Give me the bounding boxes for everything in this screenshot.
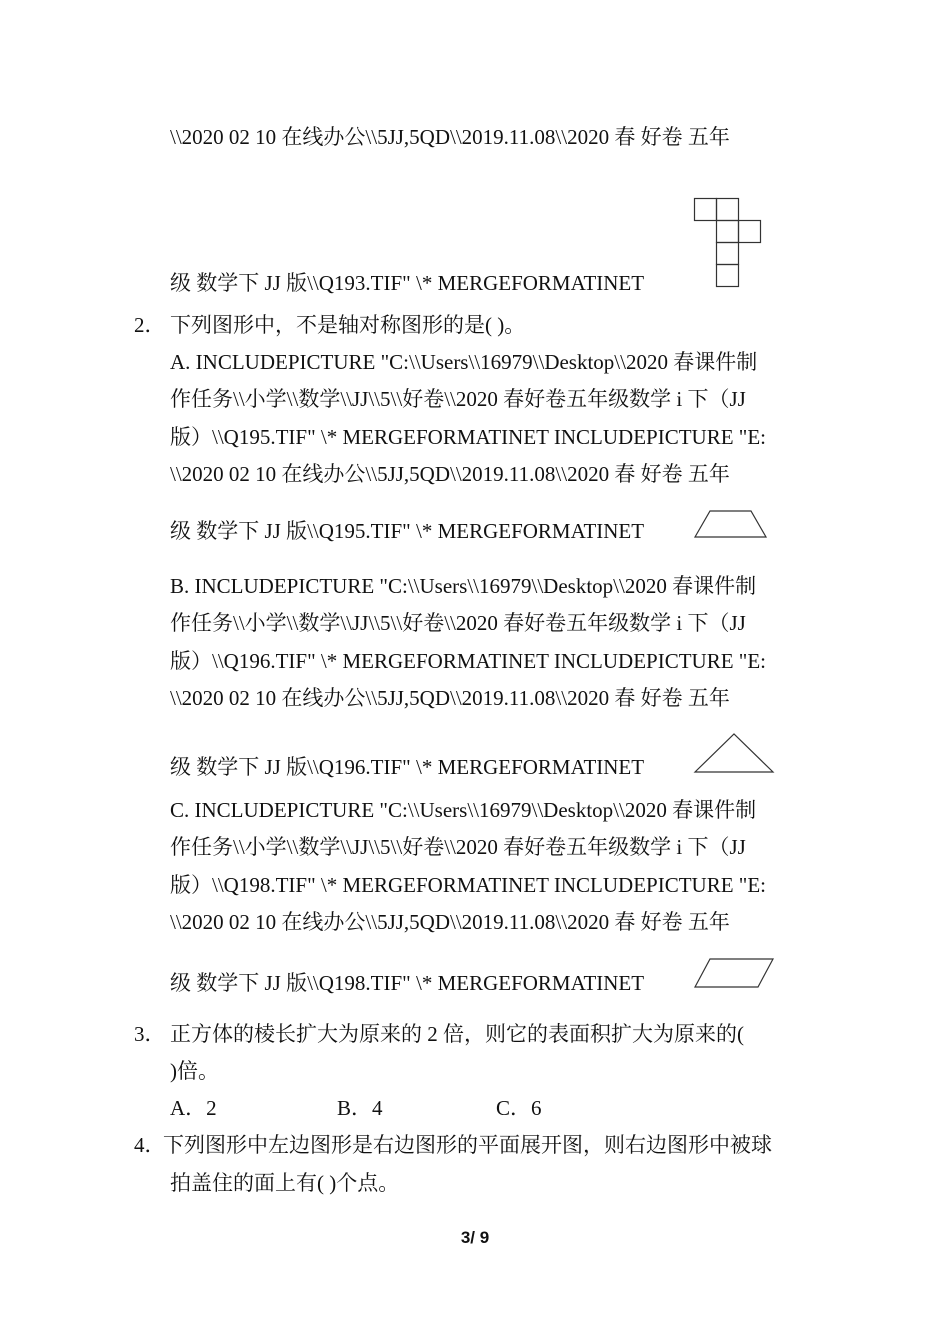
q2-option-a-line-1: A. INCLUDEPICTURE "C:\\Users\\16979\\Desktop\\2020 春课件制: [170, 350, 758, 374]
intro-line-1: \\2020 02 10 在线办公\\5JJ,5QD\\2019.11.08\\2020 春 好卷 五年: [170, 125, 730, 149]
parallelogram-figure: [693, 956, 775, 990]
q3-option-b: B．4: [337, 1096, 383, 1120]
q2-option-a-line-3: 版）\\Q195.TIF" \* MERGEFORMATINET INCLUDEPICTURE "E:: [170, 425, 767, 449]
trapezoid-figure: [693, 508, 769, 540]
q2-option-b-line-5: 级 数学下 JJ 版\\Q196.TIF" \* MERGEFORMATINET: [170, 755, 645, 779]
q4-stem-line-2: 拍盖住的面上有( )个点。: [170, 1171, 400, 1195]
page-number: 3/ 9: [460, 1228, 490, 1247]
q4-stem-line-1: 下列图形中左边图形是右边图形的平面展开图，则右边图形中被球: [163, 1133, 772, 1157]
q2-option-b-line-1: B. INCLUDEPICTURE "C:\\Users\\16979\\Desktop\\2020 春课件制: [170, 574, 757, 598]
cube-net-figure: [693, 197, 765, 292]
q2-option-c-line-3: 版）\\Q198.TIF" \* MERGEFORMATINET INCLUDEPICTURE "E:: [170, 873, 767, 897]
q2-option-c-line-5: 级 数学下 JJ 版\\Q198.TIF" \* MERGEFORMATINET: [170, 971, 645, 995]
q2-option-a-line-2: 作任务\\小学\\数学\\JJ\\5\\好卷\\2020 春好卷五年级数学 i 下（JJ: [170, 387, 746, 411]
q2-number: 2．: [134, 313, 166, 337]
q2-option-b-line-4: \\2020 02 10 在线办公\\5JJ,5QD\\2019.11.08\\2020 春 好卷 五年: [170, 686, 730, 710]
q3-option-c: C．6: [496, 1096, 542, 1120]
q2-option-b-line-2: 作任务\\小学\\数学\\JJ\\5\\好卷\\2020 春好卷五年级数学 i 下（JJ: [170, 611, 746, 635]
q3-option-a: A．2: [170, 1096, 217, 1120]
q4-number: 4．: [134, 1133, 166, 1157]
q3-number: 3．: [134, 1022, 166, 1046]
q3-stem-line-2: )倍。: [170, 1059, 219, 1083]
q2-option-b-line-3: 版）\\Q196.TIF" \* MERGEFORMATINET INCLUDEPICTURE "E:: [170, 649, 767, 673]
q3-stem-line-1: 正方体的棱长扩大为原来的 2 倍，则它的表面积扩大为原来的(: [170, 1022, 744, 1046]
q2-option-c-line-2: 作任务\\小学\\数学\\JJ\\5\\好卷\\2020 春好卷五年级数学 i 下（JJ: [170, 835, 746, 859]
intro-line-2: 级 数学下 JJ 版\\Q193.TIF" \* MERGEFORMATINET: [170, 271, 645, 295]
q2-option-a-line-4: \\2020 02 10 在线办公\\5JJ,5QD\\2019.11.08\\2020 春 好卷 五年: [170, 462, 730, 486]
q2-option-a-line-5: 级 数学下 JJ 版\\Q195.TIF" \* MERGEFORMATINET: [170, 519, 645, 543]
q2-option-c-line-1: C. INCLUDEPICTURE "C:\\Users\\16979\\Desktop\\2020 春课件制: [170, 798, 757, 822]
q2-option-c-line-4: \\2020 02 10 在线办公\\5JJ,5QD\\2019.11.08\\2020 春 好卷 五年: [170, 910, 730, 934]
triangle-figure: [693, 731, 775, 775]
q2-stem: 下列图形中，不是轴对称图形的是( )。: [170, 313, 526, 337]
